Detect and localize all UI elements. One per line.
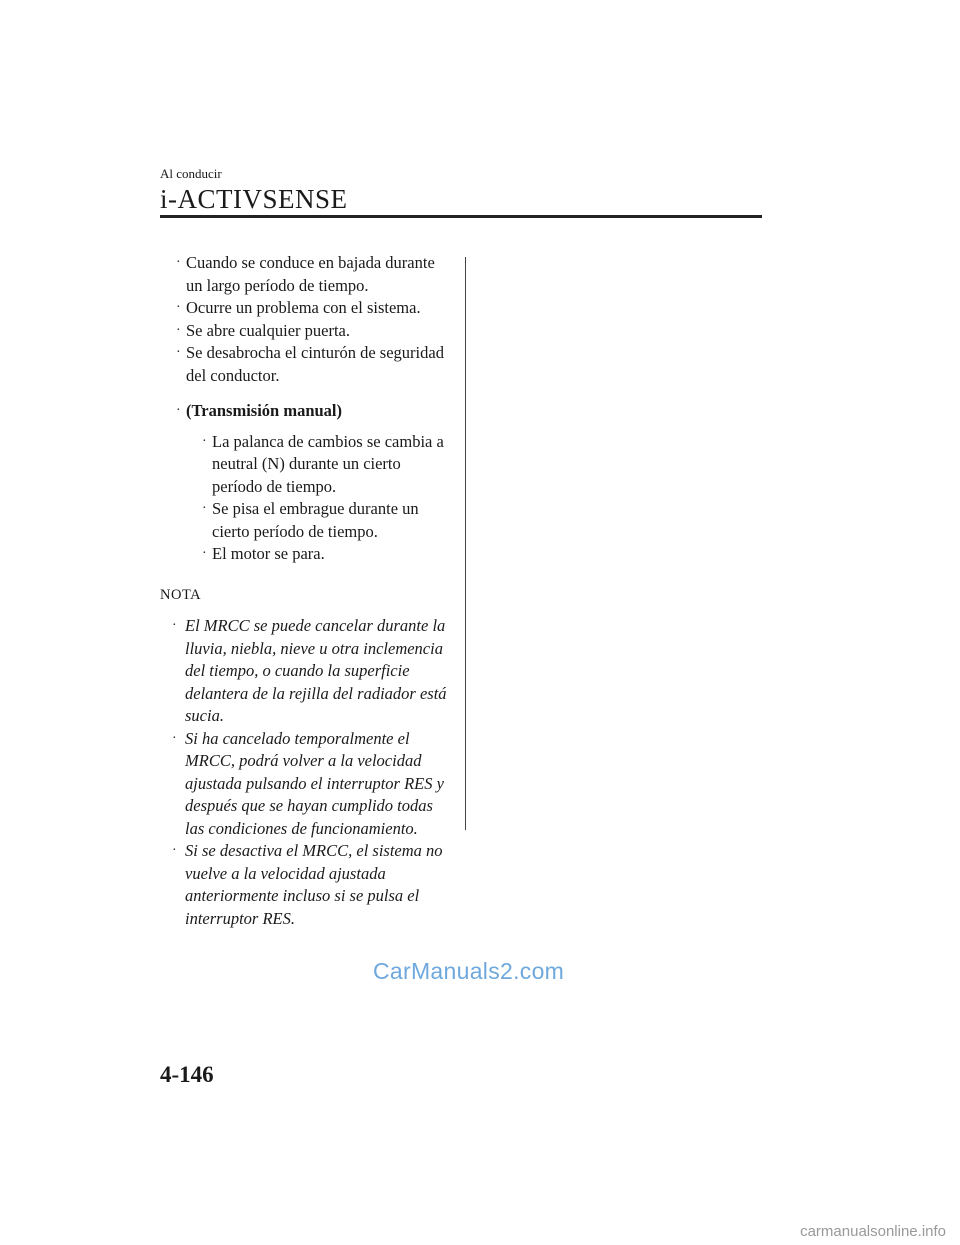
bullet-icon: · [172,618,177,633]
note-item: · Si ha cancelado temporalmente el MRCC, podrá volver a la velocidad ajustada pulsando el interruptor RES y después que se hayan cumplido todas las condiciones de funcionamiento. [172,728,444,838]
condition-item: · Se desabrocha el cinturón de seguridad del conductor. [176,343,444,385]
manual-heading: · (Transmisión manual) [160,400,450,423]
bullet-icon: · [202,546,207,561]
page-title: i-ACTIVSENSE [160,184,348,214]
left-column [160,252,450,930]
bullet-icon: · [176,255,181,270]
bullet-icon: · [176,403,181,418]
header [160,166,348,216]
bullet-icon: · [202,433,207,449]
bullet-icon: · [172,843,177,858]
manual-item: · La palanca de cambios se cambia a neutral (N) durante un cierto período de tiempo. [202,431,444,496]
condition-item: · Cuando se conduce en bajada durante un largo período de tiempo. [176,253,435,295]
note-item: · El MRCC se puede cancelar durante la lluvia, niebla, nieve u otra inclemencia del tiempo, o cuando la superficie delantera de la rejilla del radiador está sucia. [172,616,447,725]
page-number: 4-146 [160,1062,214,1087]
condition-item: · Ocurre un problema con el sistema. [160,297,450,320]
column-divider [465,257,466,830]
bullet-icon: · [176,300,181,315]
condition-item: · Se abre cualquier puerta. [160,320,450,343]
bullet-icon: · [176,322,181,338]
bullet-icon: · [202,501,207,516]
note-item: · Si se desactiva el MRCC, el sistema no vuelve a la velocidad ajustada anteriormente incluso si se pulsa el interruptor RES. [172,841,443,928]
manual-item: · Se pisa el embrague durante un cierto período de tiempo. [202,499,419,541]
bullet-icon: · [172,730,177,746]
footer-url: carmanualsonline.info [800,1223,946,1240]
manual-item: · El motor se para. [160,543,450,566]
watermark-logo: CarManuals2.com [373,958,565,984]
header-rule [160,215,762,218]
bullet-icon: · [176,345,181,360]
section-label: Al conducir [160,166,222,181]
nota-heading: NOTA [160,586,202,603]
